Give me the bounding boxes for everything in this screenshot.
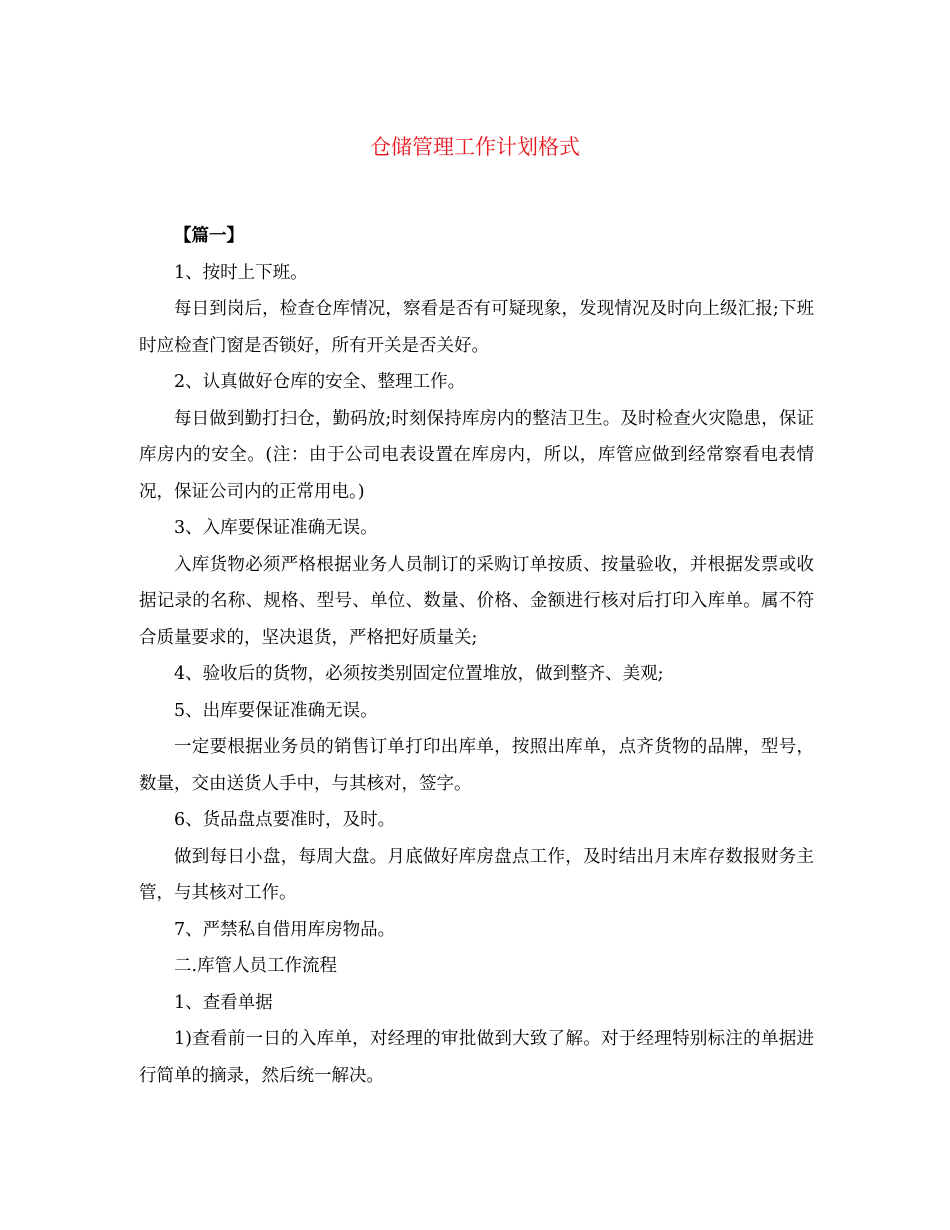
paragraph: 1、查看单据 [174,992,273,1013]
paragraph: 6、货品盘点要准时，及时。 [174,810,396,830]
paragraph: 1、按时上下班。 [174,262,308,283]
paragraph: 入库货物必须严格根据业务人员制订的采购订单按质、按量验收，并根据发票或收据记录的名称、规格、型号、单位、数量、价格、金额进行核对后打印入库单。属不符合质量要求的，坚决退货，严格把好质量关; [139,554,814,648]
section-heading: 【篇一】 [174,226,244,246]
paragraph: 3、入库要保证准确无误。 [174,518,378,538]
paragraph: 一定要根据业务员的销售订单打印出库单，按照出库单，点齐货物的品牌，型号，数量，交由送货人手中，与其核对，签字。 [139,737,814,794]
paragraph: 每日做到勤打扫仓，勤码放;时刻保持库房内的整洁卫生。及时检查火灾隐患，保证库房内的安全。(注：由于公司电表设置在库房内，所以，库管应做到经常察看电表情况，保证公司内的正常用电。) [139,408,814,502]
paragraph: 2、认真做好仓库的安全、整理工作。 [174,372,466,392]
paragraph: 4、验收后的货物，必须按类别固定位置堆放，做到整齐、美观; [174,664,664,684]
document-title: 仓储管理工作计划格式 [370,135,580,159]
paragraph: 5、出库要保证准确无误。 [174,700,378,721]
paragraph: 1)查看前一日的入库单，对经理的审批做到大致了解。对于经理特别标注的单据进行简单的摘录，然后统一解决。 [139,1029,814,1086]
paragraph: 7、严禁私自借用库房物品。 [174,919,396,940]
paragraph: 二.库管人员工作流程 [174,956,338,976]
document-body [139,218,814,1094]
paragraph: 每日到岗后，检查仓库情况，察看是否有可疑现象，发现情况及时向上级汇报;下班时应检查门窗是否锁好，所有开关是否关好。 [139,299,814,356]
paragraph: 做到每日小盘，每周大盘。月底做好库房盘点工作，及时结出月末库存数报财务主管，与其核对工作。 [139,846,814,903]
